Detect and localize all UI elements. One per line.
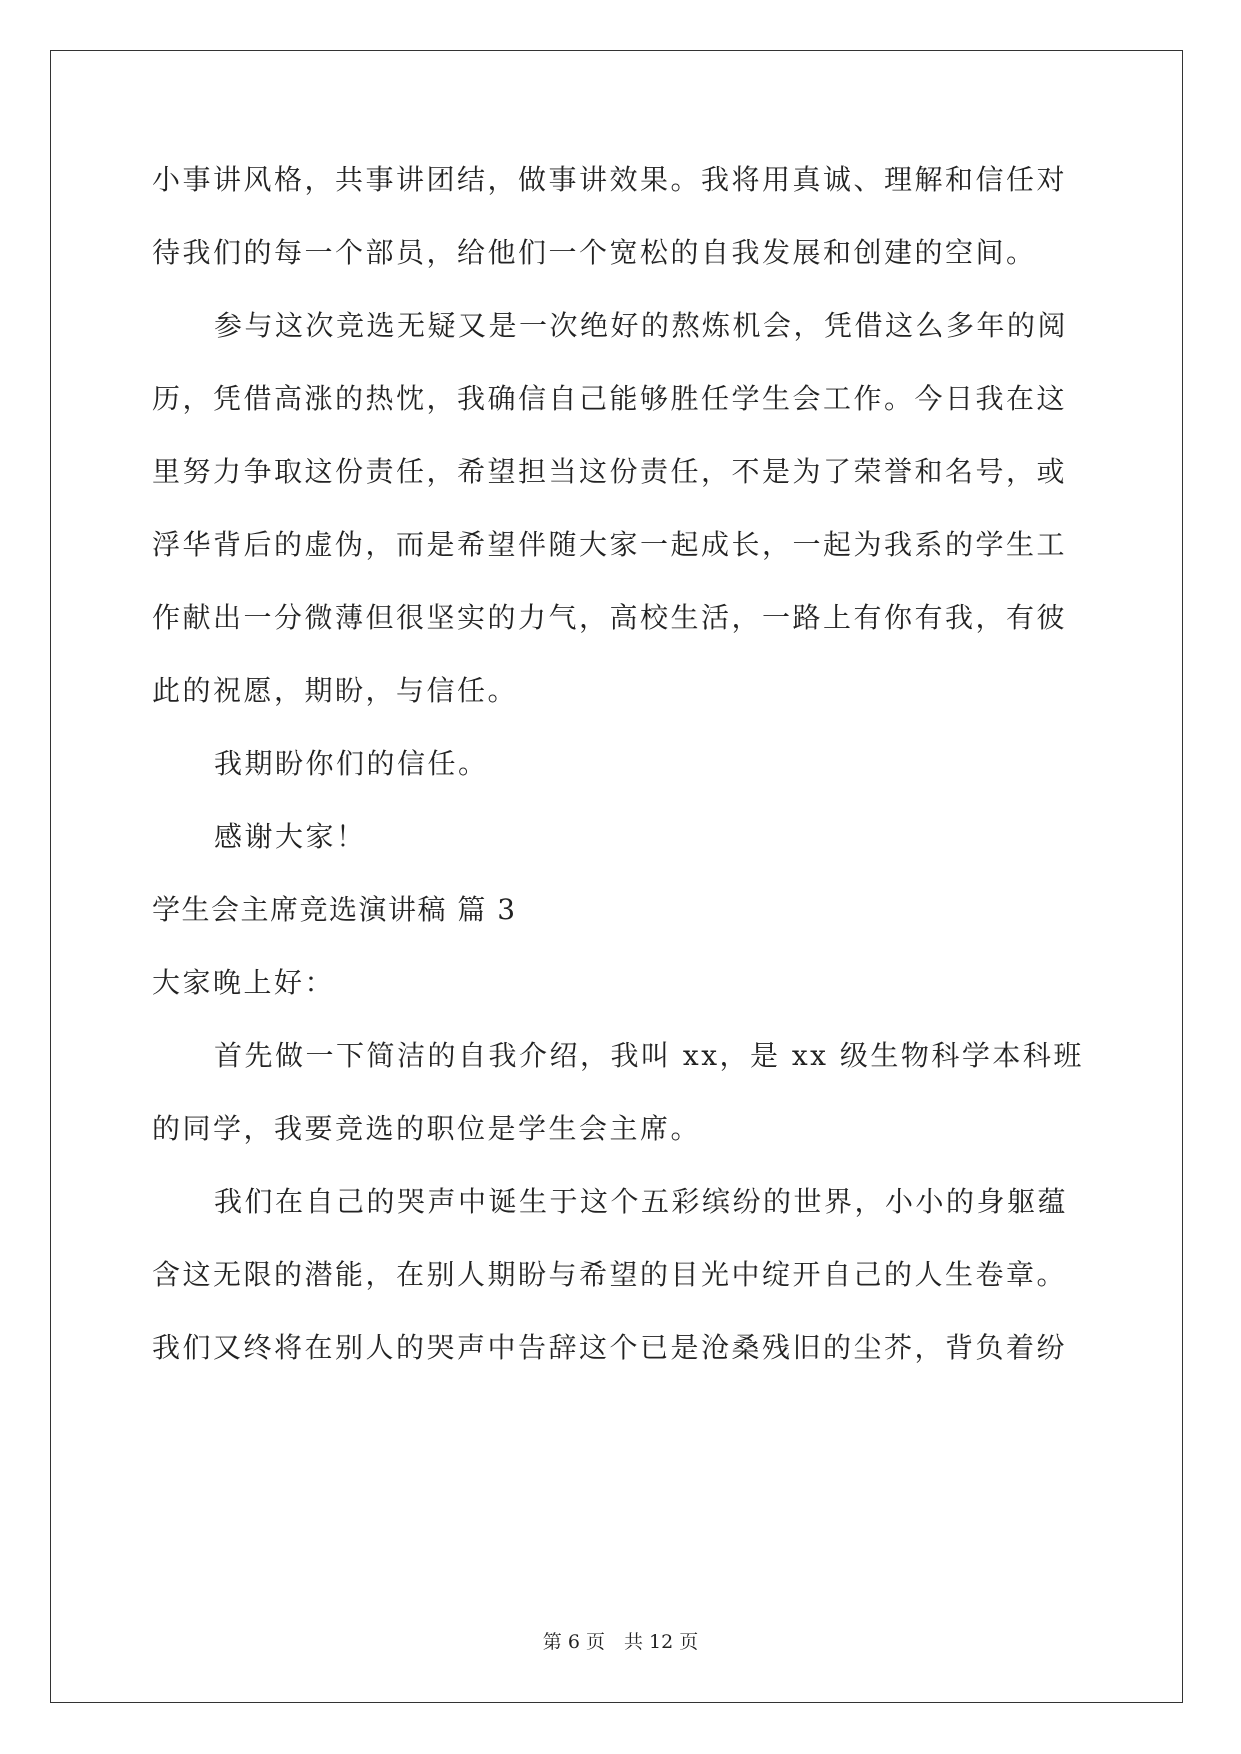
body-line: 此的祝愿，期盼，与信任。 — [152, 674, 519, 707]
body-line: 历，凭借高涨的热忱，我确信自己能够胜任学生会工作。今日我在这 — [152, 382, 1068, 415]
paragraph-start-line: 参与这次竞选无疑又是一次绝好的熬炼机会，凭借这么多年的阅 — [214, 309, 1069, 342]
body-line: 作献出一分微薄但很坚实的力气，高校生活，一路上有你有我，有彼 — [152, 601, 1068, 634]
greeting-line: 大家晚上好： — [152, 966, 336, 999]
section-heading: 学生会主席竞选演讲稿 篇 3 — [152, 893, 517, 926]
paragraph-start-line: 首先做一下简洁的自我介绍，我叫 xx，是 xx 级生物科学本科班 — [214, 1039, 1084, 1072]
body-line: 待我们的每一个部员，给他们一个宽松的自我发展和创建的空间。 — [152, 236, 1037, 269]
paragraph-start-line: 感谢大家！ — [214, 820, 367, 853]
body-line: 含这无限的潜能，在别人期盼与希望的目光中绽开自己的人生卷章。 — [152, 1258, 1068, 1291]
body-line: 小事讲风格，共事讲团结，做事讲效果。我将用真诚、理解和信任对 — [152, 163, 1068, 196]
body-line: 浮华背后的虚伪，而是希望伴随大家一起成长，一起为我系的学生工 — [152, 528, 1068, 561]
paragraph-start-line: 我期盼你们的信任。 — [214, 747, 489, 780]
page-number-footer: 第 6 页 共 12 页 — [542, 1631, 699, 1653]
paragraph-start-line: 我们在自己的哭声中诞生于这个五彩缤纷的世界，小小的身躯蕴 — [214, 1185, 1069, 1218]
body-line: 的同学，我要竞选的职位是学生会主席。 — [152, 1112, 702, 1145]
page-border — [50, 50, 1183, 1703]
body-line: 我们又终将在别人的哭声中告辞这个已是沧桑残旧的尘芥，背负着纷 — [152, 1331, 1068, 1364]
body-line: 里努力争取这份责任，希望担当这份责任，不是为了荣誉和名号，或 — [152, 455, 1068, 488]
